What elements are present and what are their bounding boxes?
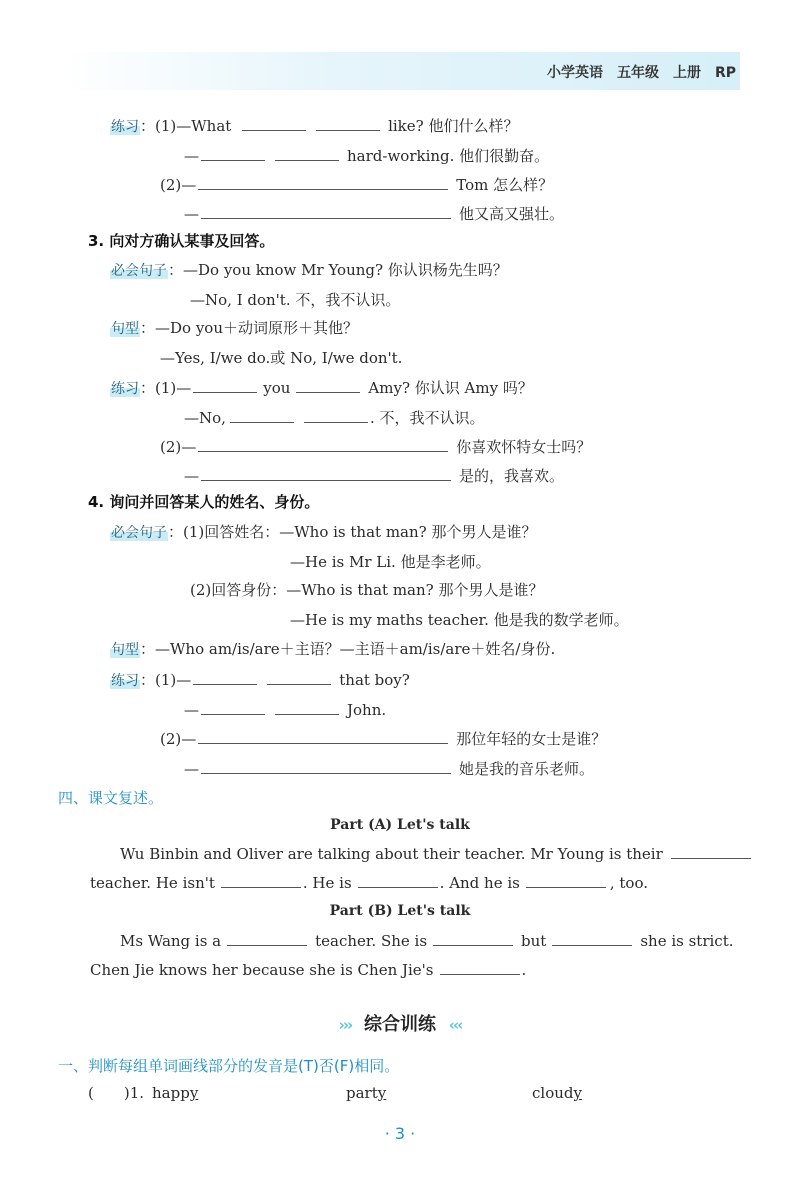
retell-title: 四、课文复述。 — [58, 789, 164, 807]
s4-must-4: —He is my maths teacher. 他是我的数学老师。 — [290, 611, 629, 629]
q1-paren[interactable]: ( )1. — [88, 1084, 145, 1102]
practice-tag: 练习 — [111, 381, 139, 397]
s3-practice-2a: (2)— 你喜欢怀特女士吗？ — [160, 438, 592, 456]
answer-blank[interactable] — [201, 203, 451, 219]
retell-a-line-2: teacher. He isn't . He is . And he is , too. — [90, 874, 648, 892]
answer-blank[interactable] — [296, 377, 360, 393]
practice-tag: 练习 — [111, 673, 139, 689]
answer-blank[interactable] — [267, 669, 331, 685]
answer-blank[interactable] — [358, 872, 438, 888]
chevron-left-icon: ‹‹‹ — [448, 1016, 462, 1034]
s2-practice-2a: (2)— Tom 怎么样？ — [160, 176, 554, 194]
word-cloudy: cloudy — [532, 1084, 582, 1102]
practice-tag: 练习 — [111, 119, 139, 135]
answer-blank[interactable] — [526, 872, 606, 888]
s4-practice-1a: 练习：(1)— that boy? — [111, 671, 410, 689]
s3-practice-1b: —No, . 不，我不认识。 — [184, 409, 485, 427]
training-heading — [0, 1012, 800, 1038]
s4-pattern: 句型：—Who am/is/are＋主语？—主语＋am/is/are＋姓名/身份. — [111, 640, 556, 658]
answer-blank[interactable] — [198, 728, 448, 744]
answer-blank[interactable] — [227, 930, 307, 946]
training-title: 综合训练 — [364, 1014, 436, 1035]
answer-blank[interactable] — [242, 115, 306, 131]
s3-title: 3. 向对方确认某事及回答。 — [88, 232, 275, 250]
chevron-right-icon: ››› — [338, 1016, 352, 1034]
answer-blank[interactable] — [198, 174, 448, 190]
question-1-title: 一、判断每组单词画线部分的发音是(T)否(F)相同。 — [58, 1057, 400, 1075]
must-know-tag: 必会句子 — [111, 525, 167, 541]
s2-practice-2b: — 他又高又强壮。 — [184, 205, 565, 223]
s2-practice-1a: 练习：(1)—What like? 他们什么样？ — [111, 117, 519, 135]
answer-blank[interactable] — [275, 699, 339, 715]
answer-blank[interactable] — [440, 959, 520, 975]
s3-practice-2b: — 是的，我喜欢。 — [184, 467, 565, 485]
answer-blank[interactable] — [201, 699, 265, 715]
answer-blank[interactable] — [201, 145, 265, 161]
s3-practice-1a: 练习：(1)— you Amy? 你认识 Amy 吗？ — [111, 379, 533, 397]
answer-blank[interactable] — [198, 436, 448, 452]
answer-blank[interactable] — [193, 669, 257, 685]
answer-blank[interactable] — [316, 115, 380, 131]
s4-title: 4. 询问并回答某人的姓名、身份。 — [88, 493, 320, 511]
answer-blank[interactable] — [433, 930, 513, 946]
s3-pattern-2: —Yes, I/we do.或 No, I/we don't. — [160, 349, 403, 367]
pattern-tag: 句型 — [111, 321, 139, 337]
s4-practice-2b: — 她是我的音乐老师。 — [184, 760, 595, 778]
answer-blank[interactable] — [671, 843, 751, 859]
answer-blank[interactable] — [230, 407, 294, 423]
s2-practice-1b: — hard-working. 他们很勤奋。 — [184, 147, 550, 165]
book-header: 小学英语 五年级 上册 RP — [546, 65, 736, 81]
answer-blank[interactable] — [201, 465, 451, 481]
must-know-tag: 必会句子 — [111, 263, 167, 279]
part-b-heading: Part (B) Let's talk — [329, 903, 471, 919]
word-happy: happy — [152, 1084, 199, 1102]
s4-practice-2a: (2)— 那位年轻的女士是谁？ — [160, 730, 607, 748]
answer-blank[interactable] — [304, 407, 368, 423]
answer-blank[interactable] — [201, 758, 451, 774]
s4-must-1: 必会句子：(1)回答姓名：—Who is that man? 那个男人是谁？ — [111, 523, 537, 541]
s3-must-2: —No, I don't. 不，我不认识。 — [190, 291, 401, 309]
s4-must-2: —He is Mr Li. 他是李老师。 — [290, 553, 491, 571]
retell-b-line-2: Chen Jie knows her because she is Chen Jie's . — [90, 961, 527, 979]
answer-blank[interactable] — [193, 377, 257, 393]
retell-b-line-1: Ms Wang is a teacher. She is but she is strict. — [120, 932, 734, 950]
answer-blank[interactable] — [221, 872, 301, 888]
retell-a-line-1: Wu Binbin and Oliver are talking about their teacher. Mr Young is their — [120, 843, 751, 864]
s3-must-1: 必会句子：—Do you know Mr Young? 你认识杨先生吗？ — [111, 261, 508, 279]
word-party: party — [346, 1084, 387, 1102]
s3-pattern-1: 句型：—Do you＋动词原形＋其他？ — [111, 319, 358, 337]
pattern-tag: 句型 — [111, 642, 139, 658]
page-number: · 3 · — [384, 1124, 416, 1143]
answer-blank[interactable] — [275, 145, 339, 161]
s4-must-3: (2)回答身份：—Who is that man? 那个男人是谁？ — [190, 581, 544, 599]
s4-practice-1b: — John. — [184, 701, 387, 719]
answer-blank[interactable] — [552, 930, 632, 946]
part-a-heading: Part (A) Let's talk — [330, 817, 470, 833]
